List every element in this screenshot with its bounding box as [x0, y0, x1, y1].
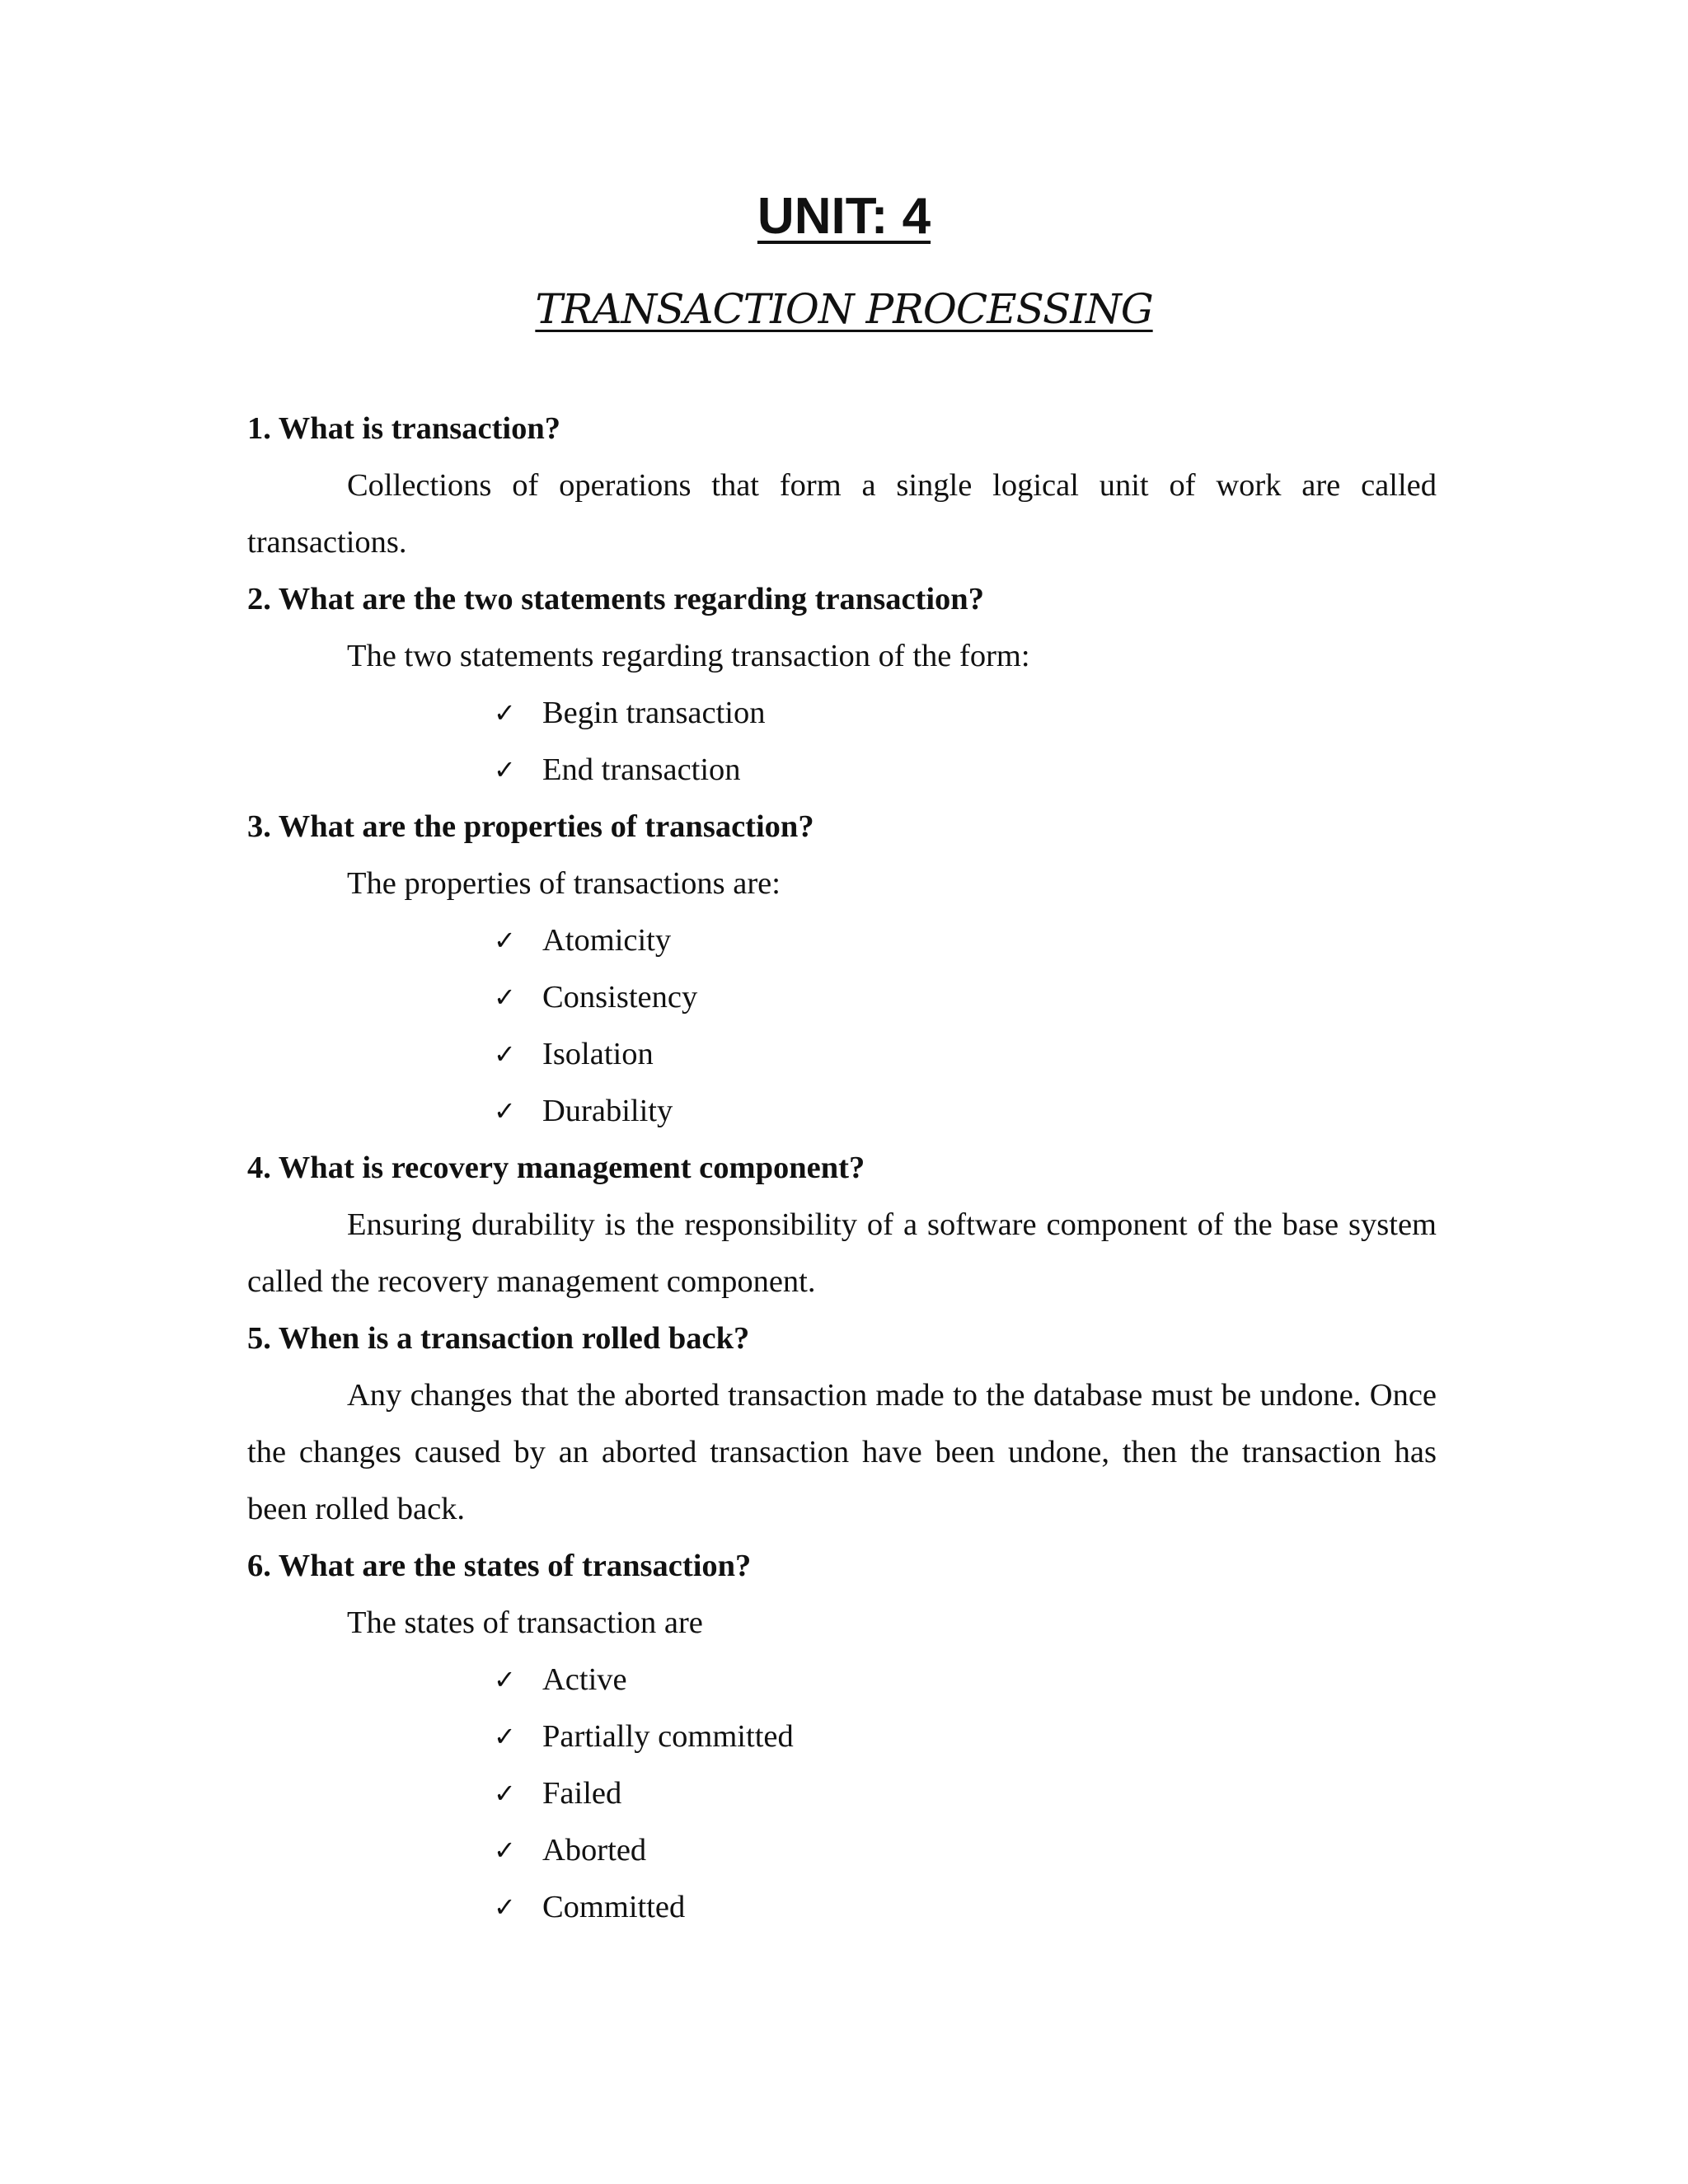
check-icon: ✓	[494, 1038, 516, 1070]
list-item: ✓ Failed	[247, 1765, 1437, 1822]
unit-title: UNIT: 4	[757, 188, 931, 245]
list-item: ✓ Consistency	[247, 969, 1437, 1026]
list-item: ✓ Partially committed	[247, 1708, 1437, 1765]
check-icon: ✓	[494, 925, 516, 956]
statement-list	[247, 685, 1437, 799]
answer-3-intro: The properties of transactions are:	[347, 866, 781, 901]
list-item: ✓ Begin transaction	[247, 685, 1437, 742]
question-4: 4. What is recovery management component?	[247, 1151, 865, 1185]
answer-6-intro: The states of transaction are	[347, 1605, 703, 1640]
check-icon: ✓	[494, 1891, 516, 1923]
list-item: ✓ Durability	[247, 1083, 1437, 1140]
properties-list	[247, 912, 1437, 1140]
check-icon: ✓	[494, 754, 516, 785]
list-item: ✓ Atomicity	[247, 912, 1437, 969]
question-6: 6. What are the states of transaction?	[247, 1549, 752, 1583]
check-icon: ✓	[494, 982, 516, 1013]
list-item: ✓ Committed	[247, 1879, 1437, 1936]
check-icon: ✓	[494, 1835, 516, 1866]
list-item: ✓ Active	[247, 1652, 1437, 1708]
question-5: 5. When is a transaction rolled back?	[247, 1321, 750, 1356]
topic-title: TRANSACTION PROCESSING	[535, 285, 1153, 333]
answer-2-intro: The two statements regarding transaction of the form:	[347, 639, 1030, 673]
answer-5: Any changes that the aborted transaction made to the database must be undone. Once the changes caused by an aborted transaction have been undone, then the transaction has been rolled back.	[247, 1378, 1437, 1526]
check-icon: ✓	[494, 1778, 516, 1809]
states-list	[247, 1652, 1437, 1936]
list-item: ✓ Aborted	[247, 1822, 1437, 1879]
check-icon: ✓	[494, 1664, 516, 1695]
answer-4: Ensuring durability is the responsibility of a software component of the base system called the recovery management component.	[247, 1207, 1437, 1299]
question-1: 1. What is transaction?	[247, 411, 561, 446]
check-icon: ✓	[494, 1095, 516, 1127]
list-item: ✓ End transaction	[247, 742, 1437, 799]
list-item: ✓ Isolation	[247, 1026, 1437, 1083]
answer-1: Collections of operations that form a single logical unit of work are called transactions.	[247, 468, 1437, 560]
question-3: 3. What are the properties of transaction?	[247, 809, 814, 844]
content	[247, 401, 1437, 1936]
question-2: 2. What are the two statements regarding transaction?	[247, 582, 984, 616]
check-icon: ✓	[494, 697, 516, 729]
check-icon: ✓	[494, 1721, 516, 1752]
